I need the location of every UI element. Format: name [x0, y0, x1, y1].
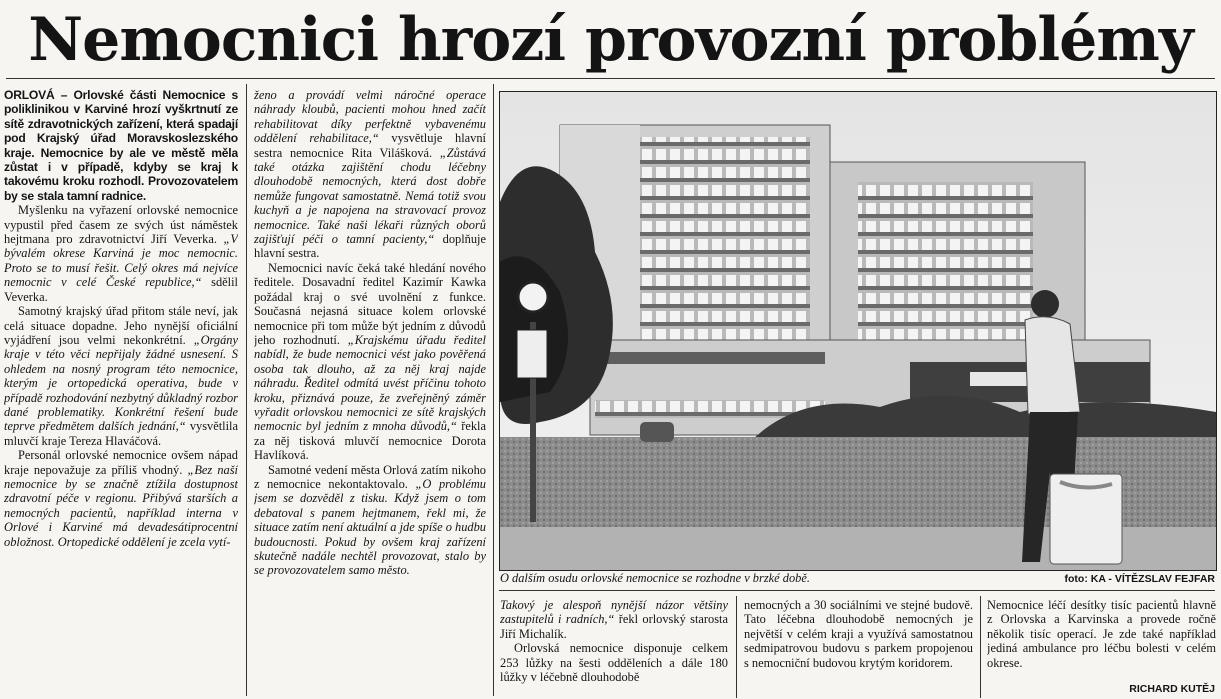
column-divider — [246, 84, 247, 696]
column-divider — [980, 596, 981, 698]
paragraph — [4, 304, 238, 448]
column-divider — [736, 596, 737, 698]
paragraph — [4, 448, 238, 549]
quote: „Bez naší nemocnice by se značně ztížila dostupnost zdravotní péče v regionu. Přibývá starších a nemocných pacientů, například interna v Orlové i Karviné má devadesátiprocentní obložnost. Ortopedické oddělení je zcela vytí- — [4, 462, 238, 549]
paragraph — [500, 641, 728, 684]
paragraph-text: řekla za něj tisková mluvčí nemocnice Dorota Havlíková. — [254, 419, 486, 463]
paragraph-text: vysvětlila mluvčí kraje Tereza Hlaváčová. — [4, 419, 238, 448]
paragraph-text: Samotné vedení města Orlová zatím nikoho z nemocnice nekontaktovalo. — [254, 462, 486, 491]
photo-credit: foto: KA - VÍTĚZSLAV FEJFAR — [1064, 573, 1215, 585]
quote: „Orgány kraje v této věci nepřijaly žádné usnesení. S ohledem na nosný program této nemocnice, kterým je ortopedická operativa, bude v případě rozhodování nezbytný důkladný rozbor dané problematiky. Konkrétní řešení bude teprve předmětem dalších jednání,“ — [4, 332, 238, 434]
headline-rule — [6, 78, 1215, 79]
article-column-1 — [4, 88, 238, 698]
lead-paragraph — [4, 88, 238, 203]
paragraph-text: Orlovská nemocnice disponuje celkem 253 lůžky na šesti odděleních a dále 180 lůžky v léčebně dlouhodobě — [500, 641, 728, 685]
article-column-2 — [254, 88, 486, 698]
hospital-illustration — [500, 92, 1216, 570]
caption-rule — [499, 590, 1215, 591]
quote: ženo a provádí velmi náročné operace náhrady kloubů, pacienti mohou hned začít rehabilitovat díky perfektně vybavenému oddělení rehabilitace,“ — [254, 88, 486, 146]
paragraph — [254, 261, 486, 463]
paragraph — [987, 598, 1216, 670]
hospital-photo — [499, 91, 1217, 571]
paragraph-text: doplňuje hlavní sestra. — [254, 232, 486, 261]
quote: Takový je alespoň nynější názor většiny zastupitelů i radních,“ — [500, 598, 728, 627]
paragraph-text: Nemocnice léčí desítky tisíc pacientů hlavně z Orlovska a Karvinska a provede ročně několik tisíc operací. Je zde také například jediná ambulance pro léčbu bolesti v celém okrese. — [987, 598, 1216, 670]
photo-caption: O dalším osudu orlovské nemocnice se rozhodne v brzké době. — [500, 571, 810, 585]
paragraph-text: Personál orlovské nemocnice ovšem nápad kraje nepovažuje za příliš vhodný. — [4, 448, 238, 477]
paragraph-text: Myšlenku na vyřazení orlovské nemocnice vypustil před časem ze svých úst náměstek hejtmana pro zdravotnictví Jiří Veverka. — [4, 203, 238, 247]
paragraph — [254, 463, 486, 578]
author-byline: RICHARD KUTĚJ — [1129, 683, 1215, 695]
paragraph-text: sdělil Veverka. — [4, 275, 238, 304]
quote: „O problému jsem se dozvěděl z tisku. Když jsem o tom debatoval s panem hejtmanem, řekl mi, že situace zatím není aktuální a jde spíše o hudbu budoucnosti. Pokud by ovšem kraj zařízení skutečně nadále nechtěl provozovat, stalo by se provozovatelem samo město. — [254, 476, 486, 578]
bottom-column-2 — [744, 598, 973, 698]
bottom-column-1 — [500, 598, 728, 698]
paragraph-text: Samotný krajský úřad přitom stále neví, jak celá situace dopadne. Jeho nynější oficiální vyjádření jsou velmi nekonkrétní. — [4, 304, 238, 347]
paragraph — [500, 598, 728, 641]
paragraph-text: řekl orlovský starosta Jiří Michalík. — [500, 612, 728, 641]
quote: „Krajskému úřadu ředitel nabídl, že bude nemocnici vést jako pověřená osoba tak dlouho, až za něj kraj najde náhradu. Ředitel odmítá uvést příčinu tohoto kroku, přiznává pouze, že zveřejněný záměr vyřadit orlovskou nemocnici ze sítě krajských nemocnic byl jedním z mnoha důvodů,“ — [254, 332, 486, 434]
lead-text: – Orlovské části Nemocnice s poliklinikou v Karviné hrozí vyškrtnutí ze sítě zdravotnických zařízení, která spadají pod Krajský úřad Moravskoslezského kraje. Nemocnice by ale ve městě měla zůstat i v případě, kdyby se kraj k takovému kroku rozhodl. Provozovatelem by se stala tamní radnice. — [4, 88, 238, 203]
quote: „V bývalém okrese Karviná je moc nemocnic. Proto se to musí řešit. Celý okres má nejvíce nemocnic v celé České republice,“ — [4, 232, 238, 290]
paragraph-text: vysvětluje hlavní sestra nemocnice Rita Vilášková. — [254, 131, 486, 160]
paragraph — [4, 203, 238, 304]
column-divider — [493, 84, 494, 696]
paragraph — [744, 598, 973, 670]
paragraph — [254, 88, 486, 261]
paragraph-text: Nemocnici navíc čeká také hledání nového ředitele. Dosavadní ředitel Kazimír Kawka požádal kraj o své uvolnění z funkce. Současná nejasná situace kolem orlovské nemocnice při tom může být jedním z důvodů jeho rozhodnutí. — [254, 260, 486, 347]
lead-location: ORLOVÁ — [4, 88, 55, 102]
headline: Nemocnici hrozí provozní problémy — [28, 5, 1193, 75]
paragraph-text: nemocných a 30 sociálními ve stejné budově. Tato léčebna dlouhodobě nemocných je největší v celém kraji a využívá samostatnou sedmipatrovou budovu s parkem propojenou s nemocniční budovou krytým koridorem. — [744, 598, 973, 670]
quote: „Zůstává také otázka zajištění chodu léčebny dlouhodobě nemocných, která dost dobře nemůže fungovat samostatně. Nemá totiž svou kuchyň a je napojena na stravovací provoz nemocnice. Také naši lékaři různých oborů zajišťují péči o tamní pacienty,“ — [254, 145, 486, 247]
